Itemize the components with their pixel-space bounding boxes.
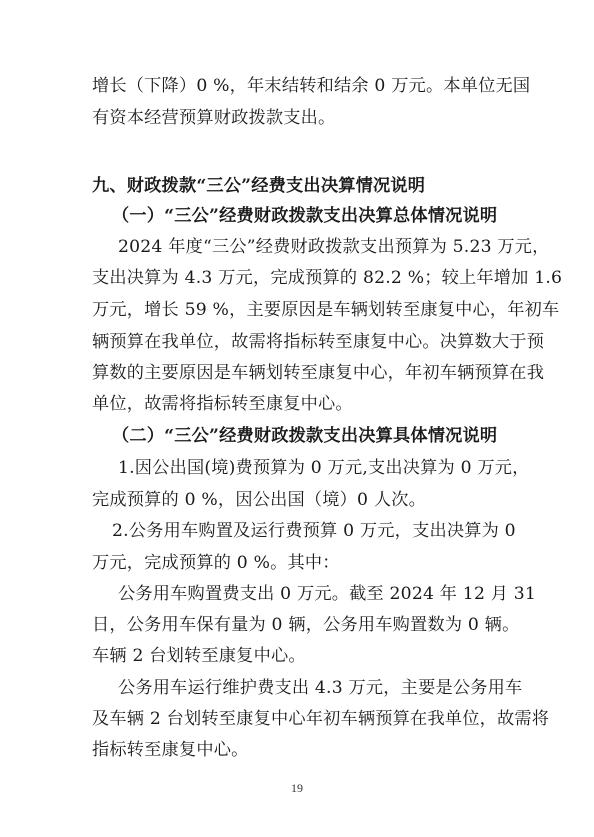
paragraph-line: 增长（下降）0 %，年末结转和结余 0 万元。本单位无国 bbox=[92, 76, 531, 96]
paragraph-line: 单位，故需将指标转至康复中心。 bbox=[92, 394, 353, 414]
section-heading: 九、财政拨款“三公”经费支出决算情况说明 bbox=[92, 176, 426, 196]
paragraph-line: 1.因公出国(境)费预算为 0 万元,支出决算为 0 万元， bbox=[118, 458, 530, 478]
subsection-heading: （二）“三公”经费财政拨款支出决算具体情况说明 bbox=[112, 426, 498, 446]
paragraph-line: 指标转至康复中心。 bbox=[92, 740, 249, 760]
paragraph-line: 万元，完成预算的 0 %。其中： bbox=[92, 553, 340, 573]
paragraph-line: 辆预算在我单位，故需将指标转至康复中心。决算数大于预 bbox=[92, 332, 545, 352]
page-number: 19 bbox=[291, 781, 303, 795]
paragraph-line: 算数的主要原因是车辆划转至康复中心，年初车辆预算在我 bbox=[92, 363, 545, 383]
paragraph-line: 有资本经营预算财政拨款支出。 bbox=[92, 108, 336, 128]
paragraph-line: 2.公务用车购置及运行费预算 0 万元，支出决算为 0 bbox=[112, 521, 516, 541]
paragraph-line: 车辆 2 台划转至康复中心。 bbox=[92, 646, 306, 666]
paragraph-line: 公务用车运行维护费支出 4.3 万元，主要是公务用车 bbox=[118, 678, 523, 698]
paragraph-line: 及车辆 2 台划转至康复中心年初车辆预算在我单位，故需将 bbox=[92, 709, 550, 729]
paragraph-line: 完成预算的 0 %，因公出国（境）0 人次。 bbox=[92, 490, 426, 510]
paragraph-line: 万元，增长 59 %，主要原因是车辆划转至康复中心，年初车 bbox=[92, 300, 560, 320]
paragraph-line: 公务用车购置费支出 0 万元。截至 2024 年 12 月 31 bbox=[118, 584, 537, 604]
paragraph-line: 日，公务用车保有量为 0 辆，公务用车购置数为 0 辆。 bbox=[92, 615, 520, 635]
paragraph-line: 2024 年度“三公”经费财政拨款支出预算为 5.23 万元， bbox=[118, 237, 550, 257]
paragraph-line: 支出决算为 4.3 万元，完成预算的 82.2 %；较上年增加 1.6 bbox=[92, 268, 563, 288]
subsection-heading: （一）“三公”经费财政拨款支出决算总体情况说明 bbox=[112, 206, 498, 226]
